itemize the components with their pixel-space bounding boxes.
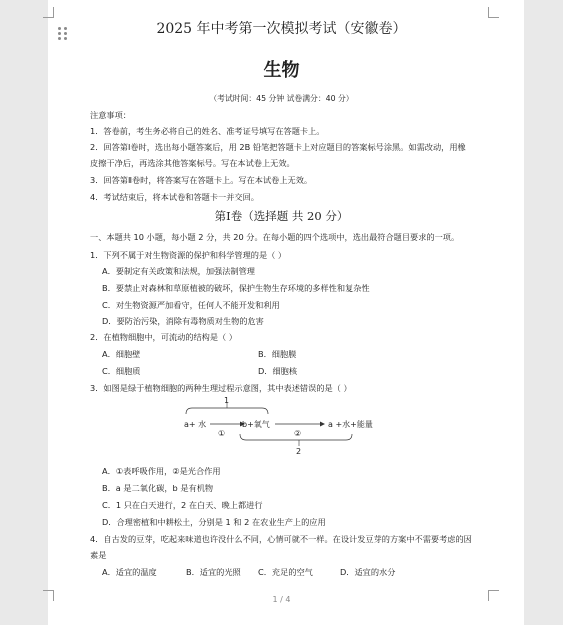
note-item: 3．回答第Ⅱ卷时，将答案写在答题卡上。写在本试卷上无效。 xyxy=(90,175,313,185)
notes-heading: 注意事项： xyxy=(90,110,131,120)
note-item: 4．考试结束后，将本试卷和答题卡一并交回。 xyxy=(90,192,259,202)
question-2-option-c: C．细胞质 xyxy=(102,366,141,376)
question-3-stem: 3．如图是绿于植物细胞的两种生理过程示意图，其中表述错误的是（ ） xyxy=(90,383,352,393)
diagram-left-term: a+ 水 xyxy=(184,420,207,429)
bracket-top xyxy=(186,408,268,414)
question-3-option-b: B．a 是二氧化碳，b 是有机物 xyxy=(102,483,214,493)
diagram-step-2: ② xyxy=(294,429,302,438)
note-item: 皮擦干净后，再选涂其他答案标号。写在本试卷上无效。 xyxy=(90,158,295,168)
question-1-option-a: A．要制定有关政策和法规，加强法制管理 xyxy=(102,266,255,276)
question-3-option-d: D．合理密植和中耕松土，分别是 1 和 2 在农业生产上的应用 xyxy=(102,517,326,527)
process-diagram xyxy=(178,396,378,456)
diagram-step-1: ① xyxy=(218,429,226,438)
subject-title: 生物 xyxy=(263,60,300,81)
page-indicator: 1 / 4 xyxy=(272,595,291,604)
question-4-option-a: A．适宜的温度 xyxy=(102,567,157,577)
question-4-stem-cont: 素是 xyxy=(90,550,107,560)
diagram-right-term: a +水+能量 xyxy=(328,420,373,429)
crop-mark-top-right xyxy=(488,7,499,18)
diagram-label-2: 2 xyxy=(296,447,302,456)
exam-title: 2025 年中考第一次模拟考试（安徽卷） xyxy=(156,21,407,37)
note-item: 2．回答第Ⅰ卷时，选出每小题答案后，用 2B 铅笔把答题卡上对应题目的答案标号涂黑。如需改动，用橡 xyxy=(90,142,466,152)
question-4-option-d: D．适宜的水分 xyxy=(340,567,396,577)
question-4-option-c: C．充足的空气 xyxy=(258,567,313,577)
question-1-option-d: D．要防治污染，消除有毒物质对生物的危害 xyxy=(102,316,264,326)
section-title: 第Ⅰ卷（选择题 共 20 分） xyxy=(214,209,349,223)
question-2-option-d: D．细胞核 xyxy=(258,366,298,376)
question-2-option-a: A．细胞壁 xyxy=(102,349,141,359)
arrow-2-head xyxy=(320,422,325,427)
exam-info: （考试时间：45 分钟 试卷满分：40 分） xyxy=(209,94,354,103)
question-3-option-c: C．1 只在白天进行，2 在白天、晚上都进行 xyxy=(102,500,263,510)
question-4-option-b: B．适宜的光照 xyxy=(186,567,241,577)
question-4-stem: 4．自古发的豆芽，吃起来味道也许没什么不同，心情可就不一样。在设计发豆芽的方案中不需要考虑的因 xyxy=(90,534,472,544)
question-2-stem: 2．在植物细胞中，可流动的结构是（ ） xyxy=(90,332,237,342)
section-instruction: 一、本题共 10 小题，每小题 2 分，共 20 分。在每小题的四个选项中，选出最符合题目要求的一项。 xyxy=(90,232,460,242)
question-1-option-b: B．要禁止对森林和草原植被的破坏，保护生物生存环境的多样性和复杂性 xyxy=(102,283,370,293)
question-2-option-b: B．细胞膜 xyxy=(258,349,297,359)
note-item: 1．答卷前，考生务必将自己的姓名、准考证号填写在答题卡上。 xyxy=(90,126,325,136)
diagram-middle-term: b+氧气 xyxy=(242,420,270,429)
question-1-option-c: C．对生物资源严加看守，任何人不能开发和利用 xyxy=(102,300,280,310)
question-3-option-a: A．①表呼吸作用，②是光合作用 xyxy=(102,466,221,476)
diagram-label-1: 1 xyxy=(224,396,230,405)
question-1-stem: 1．下列不属于对生物资源的保护和科学管理的是（ ） xyxy=(90,250,287,260)
crop-mark-top-left xyxy=(43,7,54,18)
